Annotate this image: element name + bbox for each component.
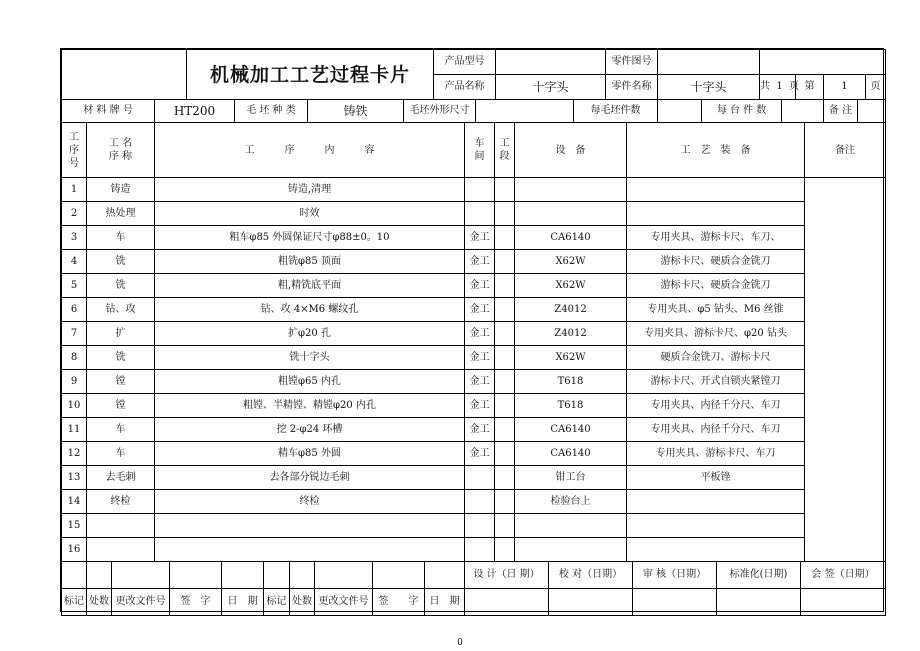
op-seq-no: 5 [62, 274, 87, 298]
material-row [61, 99, 886, 123]
op-section [495, 418, 515, 442]
op-section [495, 274, 515, 298]
op-workshop [465, 466, 495, 490]
op-seq-no: 3 [62, 226, 87, 250]
op-workshop: 金工 [465, 394, 495, 418]
revision-field: 标记 [264, 589, 290, 616]
blank-size-value [476, 100, 574, 123]
material-value: HT200 [155, 100, 235, 123]
op-seq-no: 6 [62, 298, 87, 322]
process-card [60, 48, 884, 612]
op-name: 扩 [87, 322, 155, 346]
op-tooling: 游标卡尺、硬质合金铣刀 [627, 274, 805, 298]
op-workshop [465, 490, 495, 514]
op-section [495, 346, 515, 370]
op-tooling [627, 538, 805, 562]
op-seq-no: 12 [62, 442, 87, 466]
material-label: 材 料 牌 号 [62, 100, 155, 123]
part-drawing-value [658, 50, 760, 75]
op-content: 终检 [155, 490, 465, 514]
op-name: 铸造 [87, 178, 155, 202]
page-number: 0 [457, 638, 463, 648]
op-content: 铸造,清理 [155, 178, 465, 202]
remark-value [858, 100, 886, 123]
op-name: 去毛刺 [87, 466, 155, 490]
op-section [495, 514, 515, 538]
revision-field: 处数 [290, 589, 315, 616]
op-tooling: 游标卡尺、开式自锁夹紧镗刀 [627, 370, 805, 394]
table-row [62, 178, 886, 202]
op-remark [805, 178, 886, 562]
op-content: 去各部分锐边毛刺 [155, 466, 465, 490]
table-row [62, 346, 886, 370]
op-content: 钻、攻 4×M6 螺纹孔 [155, 298, 465, 322]
part-name-label: 零件名称 [606, 75, 658, 100]
table-row [62, 226, 886, 250]
op-seq-no: 4 [62, 250, 87, 274]
table-row [62, 538, 886, 562]
op-tooling: 游标卡尺、硬质合金铣刀 [627, 250, 805, 274]
table-row [62, 202, 886, 226]
operations-table [61, 122, 886, 562]
op-tooling: 专用夹具、φ5 钻头、M6 丝锥 [627, 298, 805, 322]
nth-label: 第 [796, 75, 824, 100]
nth-page-unit: 页 [866, 75, 886, 100]
op-equipment [515, 538, 627, 562]
op-section [495, 178, 515, 202]
op-workshop: 金工 [465, 298, 495, 322]
revision-field: 处数 [87, 589, 112, 616]
col-tooling: 工 艺 装 备 [627, 123, 805, 178]
op-equipment: Z4012 [515, 322, 627, 346]
op-section [495, 226, 515, 250]
op-equipment [515, 202, 627, 226]
op-content: 粗车φ85 外圆保证尺寸φ88±0。10 [155, 226, 465, 250]
op-seq-no: 10 [62, 394, 87, 418]
table-row [62, 514, 886, 538]
op-section [495, 298, 515, 322]
revision-field: 日 期 [425, 589, 465, 616]
product-model-label: 产品型号 [434, 50, 496, 75]
col-op-content: 工 序 内 容 [155, 123, 465, 178]
table-row [62, 298, 886, 322]
op-seq-no: 14 [62, 490, 87, 514]
per-machine-label: 每 台 件 数 [702, 100, 782, 123]
table-row [62, 442, 886, 466]
op-name [87, 538, 155, 562]
op-workshop [465, 178, 495, 202]
op-equipment: X62W [515, 250, 627, 274]
op-equipment: T618 [515, 394, 627, 418]
product-name-label: 产品名称 [434, 75, 496, 100]
op-workshop: 金工 [465, 346, 495, 370]
blank-type-value: 铸铁 [308, 100, 404, 123]
total-value: 1 [776, 81, 783, 92]
op-content [155, 538, 465, 562]
op-name: 铣 [87, 346, 155, 370]
per-machine-value [782, 100, 824, 123]
op-section [495, 250, 515, 274]
table-row [62, 250, 886, 274]
op-equipment: CA6140 [515, 418, 627, 442]
op-tooling: 专用夹具、游标卡尺、车刀、 [627, 226, 805, 250]
op-name [87, 514, 155, 538]
op-equipment [515, 178, 627, 202]
op-equipment: CA6140 [515, 442, 627, 466]
revision-field: 标记 [62, 589, 87, 616]
product-name-value: 十字头 [496, 75, 606, 100]
op-section [495, 322, 515, 346]
signature-block [61, 561, 886, 616]
op-name: 铣 [87, 250, 155, 274]
op-content: 粗镗、半精镗、精镗φ20 内孔 [155, 394, 465, 418]
op-equipment: CA6140 [515, 226, 627, 250]
op-seq-no: 15 [62, 514, 87, 538]
op-seq-no: 13 [62, 466, 87, 490]
op-tooling: 专用夹具、游标卡尺、车刀 [627, 442, 805, 466]
op-equipment: Z4012 [515, 298, 627, 322]
op-tooling [627, 202, 805, 226]
op-equipment: X62W [515, 346, 627, 370]
op-tooling [627, 490, 805, 514]
op-name: 车 [87, 442, 155, 466]
op-tooling [627, 514, 805, 538]
op-section [495, 202, 515, 226]
table-row [62, 274, 886, 298]
op-workshop [465, 538, 495, 562]
op-seq-no: 7 [62, 322, 87, 346]
design-date-label: 设 计（日 期） [465, 562, 549, 589]
op-tooling [627, 178, 805, 202]
op-section [495, 370, 515, 394]
op-section [495, 394, 515, 418]
table-row [62, 466, 886, 490]
op-workshop: 金工 [465, 370, 495, 394]
op-equipment: 检验台上 [515, 490, 627, 514]
op-content: 粗,精铣底平面 [155, 274, 465, 298]
op-workshop: 金工 [465, 250, 495, 274]
op-content: 精车φ85 外圆 [155, 442, 465, 466]
op-tooling: 硬质合金铣刀、游标卡尺 [627, 346, 805, 370]
op-section [495, 466, 515, 490]
table-row [62, 322, 886, 346]
revision-field: 签 字 [170, 589, 222, 616]
per-blank-value [658, 100, 702, 123]
op-content: 铣十字头 [155, 346, 465, 370]
op-equipment [515, 514, 627, 538]
total-pages [760, 75, 800, 100]
op-content: 时效 [155, 202, 465, 226]
op-tooling: 专用夹具、内径千分尺、车刀 [627, 394, 805, 418]
op-name: 镗 [87, 394, 155, 418]
blank-type-label: 毛 坯 种 类 [235, 100, 308, 123]
op-name: 热处理 [87, 202, 155, 226]
col-section: 工 段 [495, 123, 515, 178]
blank-size-label: 毛坯外形尺寸 [404, 100, 476, 123]
page-title: 机械加工工艺过程卡片 [187, 50, 434, 100]
op-seq-no: 1 [62, 178, 87, 202]
table-row [62, 370, 886, 394]
col-workshop: 车 间 [465, 123, 495, 178]
op-name: 镗 [87, 370, 155, 394]
op-equipment: X62W [515, 274, 627, 298]
col-op-name: 工 名 序 称 [87, 123, 155, 178]
review-date-label: 审 核（日期） [633, 562, 717, 589]
op-workshop: 金工 [465, 442, 495, 466]
header-blank-right [760, 50, 886, 75]
op-section [495, 442, 515, 466]
col-seq-no: 工 序 号 [62, 123, 87, 178]
table-row [62, 418, 886, 442]
op-equipment: 钳工台 [515, 466, 627, 490]
product-model-value [496, 50, 606, 75]
countersign-date-label: 会 签（日期） [801, 562, 886, 589]
op-section [495, 538, 515, 562]
check-date-label: 校 对（日期） [549, 562, 633, 589]
op-content [155, 514, 465, 538]
op-workshop: 金工 [465, 226, 495, 250]
op-seq-no: 2 [62, 202, 87, 226]
op-workshop: 金工 [465, 322, 495, 346]
op-name: 铣 [87, 274, 155, 298]
op-name: 车 [87, 418, 155, 442]
total-label: 共 [760, 81, 770, 92]
standard-date-label: 标准化(日期) [717, 562, 801, 589]
total-page-unit: 页 [789, 81, 800, 92]
part-drawing-label: 零件图号 [606, 50, 658, 75]
op-name: 车 [87, 226, 155, 250]
card-header [61, 49, 886, 100]
per-blank-label: 每毛坯件数 [574, 100, 658, 123]
op-workshop: 金工 [465, 274, 495, 298]
op-seq-no: 16 [62, 538, 87, 562]
op-tooling: 平板锉 [627, 466, 805, 490]
op-name: 终检 [87, 490, 155, 514]
op-workshop [465, 514, 495, 538]
op-workshop [465, 202, 495, 226]
revision-field: 日 期 [222, 589, 264, 616]
col-equipment: 设 备 [515, 123, 627, 178]
col-remark: 备注 [805, 123, 886, 178]
op-content: 挖 2-φ24 环槽 [155, 418, 465, 442]
op-content: 粗镗φ65 内孔 [155, 370, 465, 394]
nth-value: 1 [824, 75, 866, 100]
op-equipment: T618 [515, 370, 627, 394]
revision-field: 更改文件号 [112, 589, 170, 616]
op-seq-no: 11 [62, 418, 87, 442]
revision-field: 签 字 [373, 589, 425, 616]
part-name-value: 十字头 [658, 75, 760, 100]
op-tooling: 专用夹具、游标卡尺、φ20 钻头 [627, 322, 805, 346]
table-row [62, 394, 886, 418]
op-content: 粗铣φ85 顶面 [155, 250, 465, 274]
op-seq-no: 8 [62, 346, 87, 370]
op-seq-no: 9 [62, 370, 87, 394]
table-row [62, 490, 886, 514]
op-content: 扩φ20 孔 [155, 322, 465, 346]
op-workshop: 金工 [465, 418, 495, 442]
revision-field: 更改文件号 [315, 589, 373, 616]
op-name: 钻、攻 [87, 298, 155, 322]
op-section [495, 490, 515, 514]
header-blank-left [62, 50, 187, 100]
remark-label: 备 注 [824, 100, 858, 123]
op-tooling: 专用夹具、内径千分尺、车刀 [627, 418, 805, 442]
